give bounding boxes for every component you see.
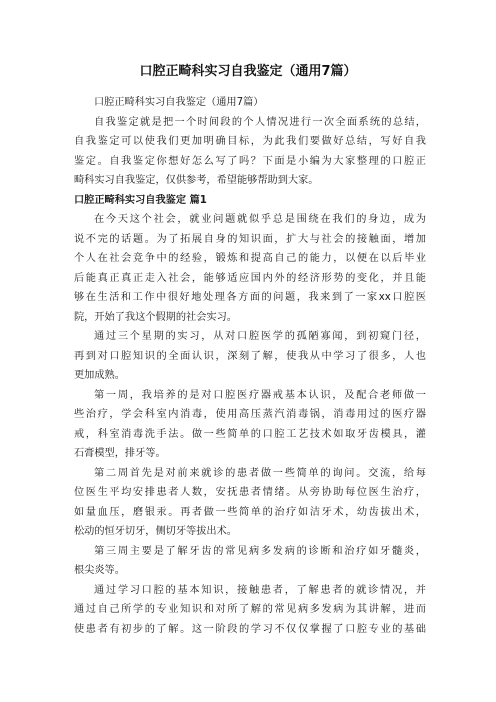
paragraph-line: 鉴定。自我鉴定你想好怎么写了吗？下面是小编为大家整理的口腔正 — [74, 155, 426, 167]
paragraph-line: 个人在社会竞争中的经验，锻炼和提高自己的能力，以便在以后毕业 — [74, 253, 426, 264]
paragraph-line: 通过自己所学的专业知识和对所了解的常见病多发病为其讲解，进而 — [74, 604, 426, 615]
paragraph-line: 自我鉴定就是把一个时间段的个人情况进行一次全面系统的总结， — [94, 116, 426, 128]
paragraph-line: 畸科实习自我鉴定，仅供参考，希望能够帮助到大家。 — [74, 175, 319, 186]
paragraph-line: 院，开始了我这个假期的社会实习。 — [74, 311, 237, 323]
paragraph-line: 第三周主要是了解牙齿的常见病多发病的诊断和治疗如牙髓炎， — [94, 545, 426, 557]
paragraph-line: 更加成熟。 — [74, 370, 125, 381]
paragraph-line: 如量血压，磨银汞。再者做一些简单的治疗如洁牙术，幼齿拔出术， — [74, 506, 426, 518]
paragraph-line: 石膏模型，排牙等。 — [74, 448, 166, 459]
paragraph-line: 通过学习口腔的基本知识，接触患者，了解患者的就诊情况，并 — [94, 584, 426, 596]
paragraph-line: 自我鉴定可以使我们更加明确目标，为此我们要做好总结，写好自我 — [74, 136, 426, 147]
paragraph-line: 再到对口腔知识的全面认识，深刻了解，使我从中学习了很多，人也 — [74, 350, 426, 362]
paragraph-line: 说不完的话题。为了拓展自身的知识面，扩大与社会的接触面，增加 — [74, 233, 426, 245]
paragraph-line: 通过三个星期的实习，从对口腔医学的孤陋寡闻，到初窥门径， — [94, 331, 426, 342]
paragraph-line: 在今天这个社会，就业问题就似乎总是围绕在我们的身边，成为 — [94, 214, 426, 225]
paragraph-line: 够在生活和工作中很好地处理各方面的问题，我来到了一家xx口腔医 — [74, 292, 426, 303]
document-title: 口腔正畸科实习自我鉴定（通用7篇） — [139, 64, 357, 79]
paragraph-line: 戒，科室消毒洗手法。做一些简单的口腔工艺技术如取牙齿模具，灌 — [74, 428, 426, 440]
paragraph-line: 位医生平均安排患者人数，安抚患者情绪。从旁协助每位医生治疗， — [74, 487, 426, 498]
paragraph-line: 松动的恒牙切牙，侧切牙等拔出术。 — [74, 526, 237, 537]
paragraph-line: 口腔正畸科实习自我鉴定（通用7篇） — [94, 97, 264, 108]
document-body — [74, 93, 426, 639]
paragraph-line: 些治疗，学会科室内消毒，使用高压蒸汽消毒锅，消毒用过的医疗器 — [74, 409, 426, 420]
section-heading: 口腔正畸科实习自我鉴定 篇1 — [74, 194, 207, 206]
paragraph-line: 第二周首先是对前来就诊的患者做一些简单的询问。交流，给每 — [94, 467, 426, 479]
paragraph-line: 使患者有初步的了解。这一阶段的学习不仅仅掌握了口腔专业的基础 — [74, 623, 426, 635]
paragraph-line: 后能真正真正走入社会，能够适应国内外的经济形势的变化，并且能 — [74, 272, 426, 284]
paragraph-line: 根尖炎等。 — [74, 565, 125, 576]
paragraph-line: 第一周，我培养的是对口腔医疗器戒基本认识，及配合老师做一 — [94, 389, 426, 401]
